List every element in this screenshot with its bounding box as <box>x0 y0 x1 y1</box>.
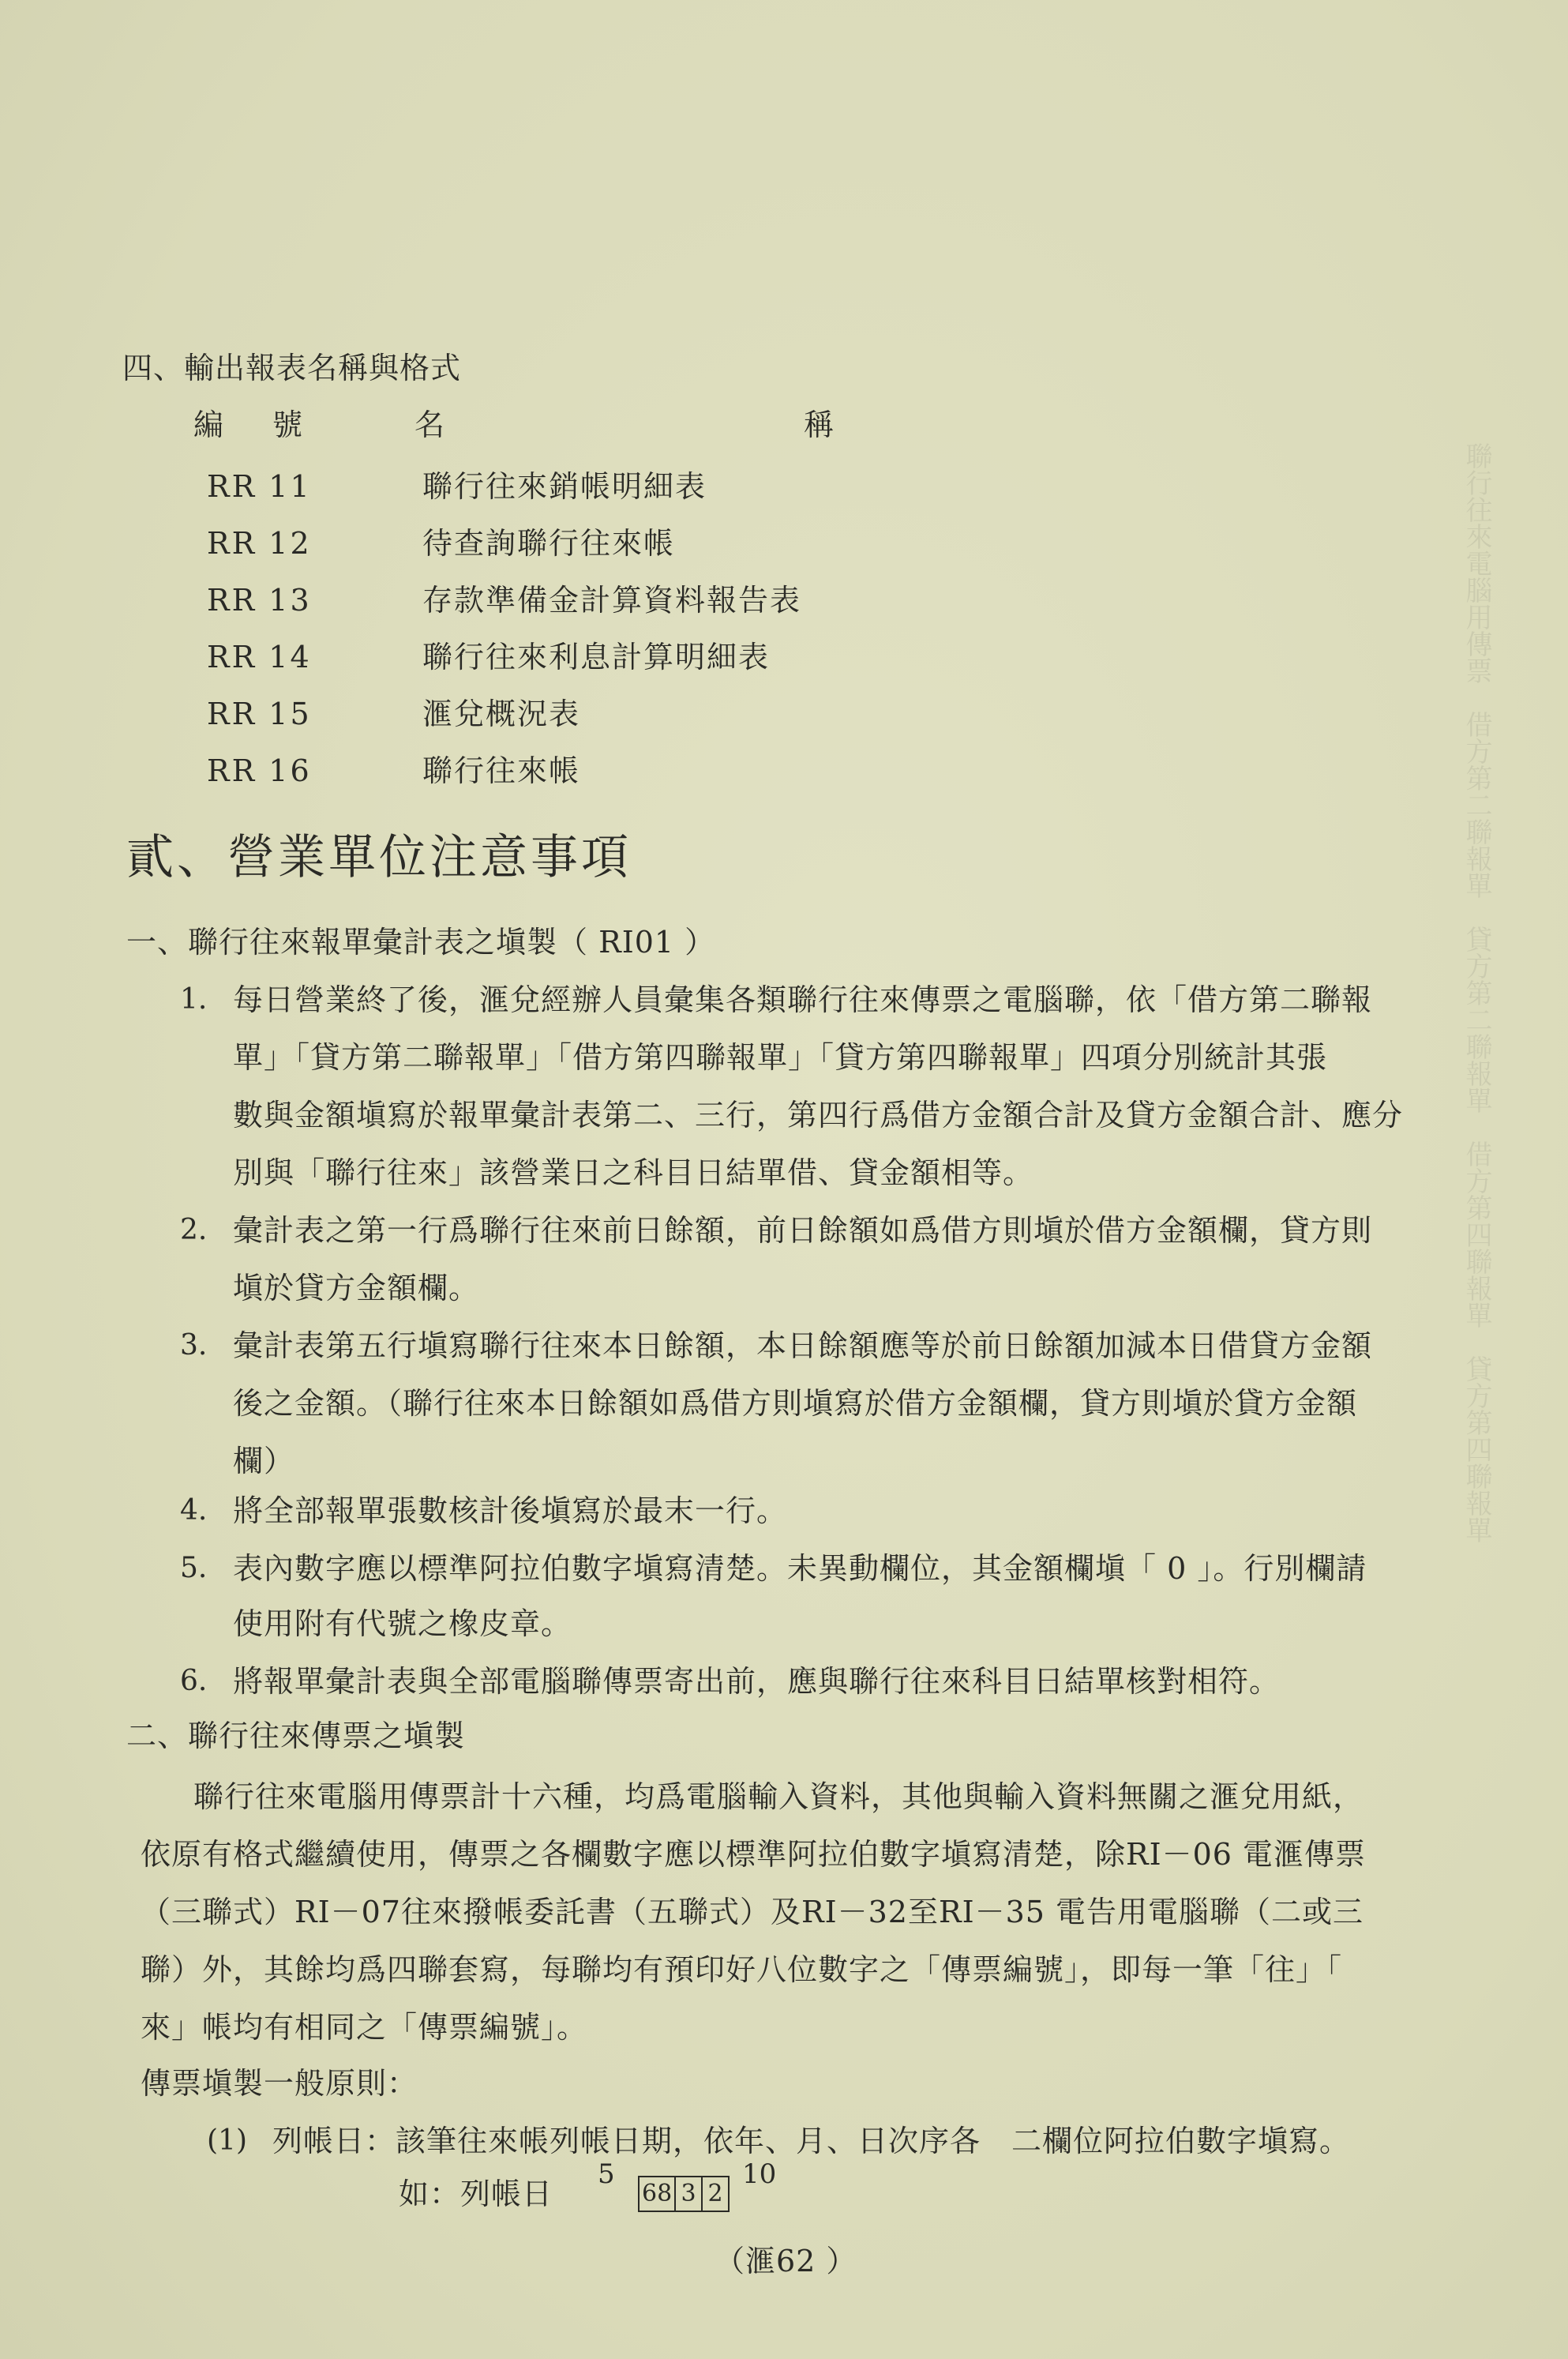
part2-para-line: 聯行往來電腦用傳票計十六種，均爲電腦輸入資料，其他與輸入資料無關之滙兌用紙， <box>193 1779 1364 1814</box>
col-header-name-a: 名 <box>415 408 446 442</box>
example-superscript: 5 <box>598 2158 615 2190</box>
report-name: 聯行往來帳 <box>422 753 581 788</box>
page-footer: （滙62 ） <box>715 2244 857 2278</box>
rule-number: (1) <box>207 2124 247 2157</box>
section4-title: 四、輸出報表名稱與格式 <box>122 351 462 385</box>
report-name: 待查詢聯行往來帳 <box>422 526 676 561</box>
item-line: 欄） <box>233 1444 295 1478</box>
report-code: RR 13 <box>207 583 312 618</box>
report-code: RR 16 <box>207 753 312 788</box>
bleed-through-texture: 聯行往來電腦用傳票 借方第二聯報單 貸方第二聯報單 借方第四聯報單 貸方第四聯報單 <box>1461 442 1492 1543</box>
item-line: 彙計表第五行塡寫聯行往來本日餘額，本日餘額應等於前日餘額加減本日借貸方金額 <box>233 1328 1373 1363</box>
item-number: 5. <box>180 1552 208 1584</box>
report-code: RR 12 <box>207 526 312 561</box>
item-line: 單」「貸方第二聯報單」「借方第四聯報單」「貸方第四聯報單」四項分別統計其張 <box>233 1040 1328 1075</box>
report-name: 滙兌概況表 <box>422 697 581 731</box>
item-number: 6. <box>180 1665 208 1697</box>
part2-para-line: 依原有格式繼續使用，傳票之各欄數字應以標準阿拉伯數字塡寫清楚，除RI－06 電滙傳票 <box>141 1837 1367 1872</box>
part2-title: 二、聯行往來傳票之塡製 <box>126 1719 466 1753</box>
report-name: 聯行往來銷帳明細表 <box>422 469 707 504</box>
part2-para-line: 來」帳均有相同之「傳票編號」。 <box>141 2010 588 2045</box>
item-line: 數與金額塡寫於報單彙計表第二、三行，第四行爲借方金額合計及貸方金額合計、應分 <box>233 1098 1404 1133</box>
item-line: 將報單彙計表與全部電腦聯傳票寄出前，應與聯行往來科目日結單核對相符。 <box>233 1664 1281 1699</box>
item-line: 彙計表之第一行爲聯行往來前日餘額，前日餘額如爲借方則塡於借方金額欄，貸方則 <box>233 1213 1373 1248</box>
item-line: 塡於貸方金額欄。 <box>233 1271 480 1305</box>
report-name: 存款準備金計算資料報告表 <box>422 583 802 618</box>
report-code: RR 11 <box>207 469 312 504</box>
report-name: 聯行往來利息計算明細表 <box>422 640 771 674</box>
item-line: 別與「聯行往來」該營業日之科目日結單借、貸金額相等。 <box>233 1155 1034 1190</box>
section-heading: 貳、營業單位注意事項 <box>126 830 632 885</box>
report-code: RR 14 <box>207 640 312 674</box>
rule-text: 列帳日：該筆往來帳列帳日期，依年、月、日次序各 二欄位阿拉伯數字塡寫。 <box>272 2124 1351 2158</box>
part1-title: 一、聯行往來報單彙計表之塡製（ RI01 ） <box>126 925 716 960</box>
item-line: 後之金額。（聯行往來本日餘額如爲借方則塡寫於借方金額欄，貸方則塡於貸方金額 <box>233 1386 1358 1421</box>
date-box: 68 <box>638 2176 676 2212</box>
item-line: 使用附有代號之橡皮章。 <box>233 1606 572 1641</box>
report-code: RR 15 <box>207 697 312 731</box>
col-header-name-b: 稱 <box>804 408 835 442</box>
item-line: 每日營業終了後，滙兌經辦人員彙集各類聯行往來傳票之電腦聯，依「借方第二聯報 <box>233 982 1373 1017</box>
item-number: 1. <box>180 983 208 1016</box>
principle-title: 傳票塡製一般原則： <box>141 2066 418 2101</box>
item-line: 表內數字應以標準阿拉伯數字塡寫清楚。未異動欄位，其金額欄塡「 0 」。行別欄請 <box>233 1551 1367 1586</box>
item-number: 3. <box>180 1329 208 1362</box>
part2-para-line: （三聯式）RI－07往來撥帳委託書（五聯式）及RI－32至RI－35 電告用電腦聯（二或三 <box>141 1895 1364 1929</box>
date-box: 3 <box>674 2176 703 2212</box>
col-header-code: 編 號 <box>193 408 313 442</box>
example-label: 如：列帳日 <box>399 2177 553 2211</box>
date-box: 2 <box>701 2176 730 2212</box>
example-superscript: 10 <box>742 2158 777 2190</box>
part2-para-line: 聯）外，其餘均爲四聯套寫，每聯均有預印好八位數字之「傳票編號」，即每一筆「往」「 <box>141 1952 1343 1987</box>
item-line: 將全部報單張數核計後塡寫於最末一行。 <box>233 1493 788 1528</box>
item-number: 4. <box>180 1494 208 1527</box>
date-example-boxes <box>638 2176 728 2212</box>
item-number: 2. <box>180 1214 208 1246</box>
